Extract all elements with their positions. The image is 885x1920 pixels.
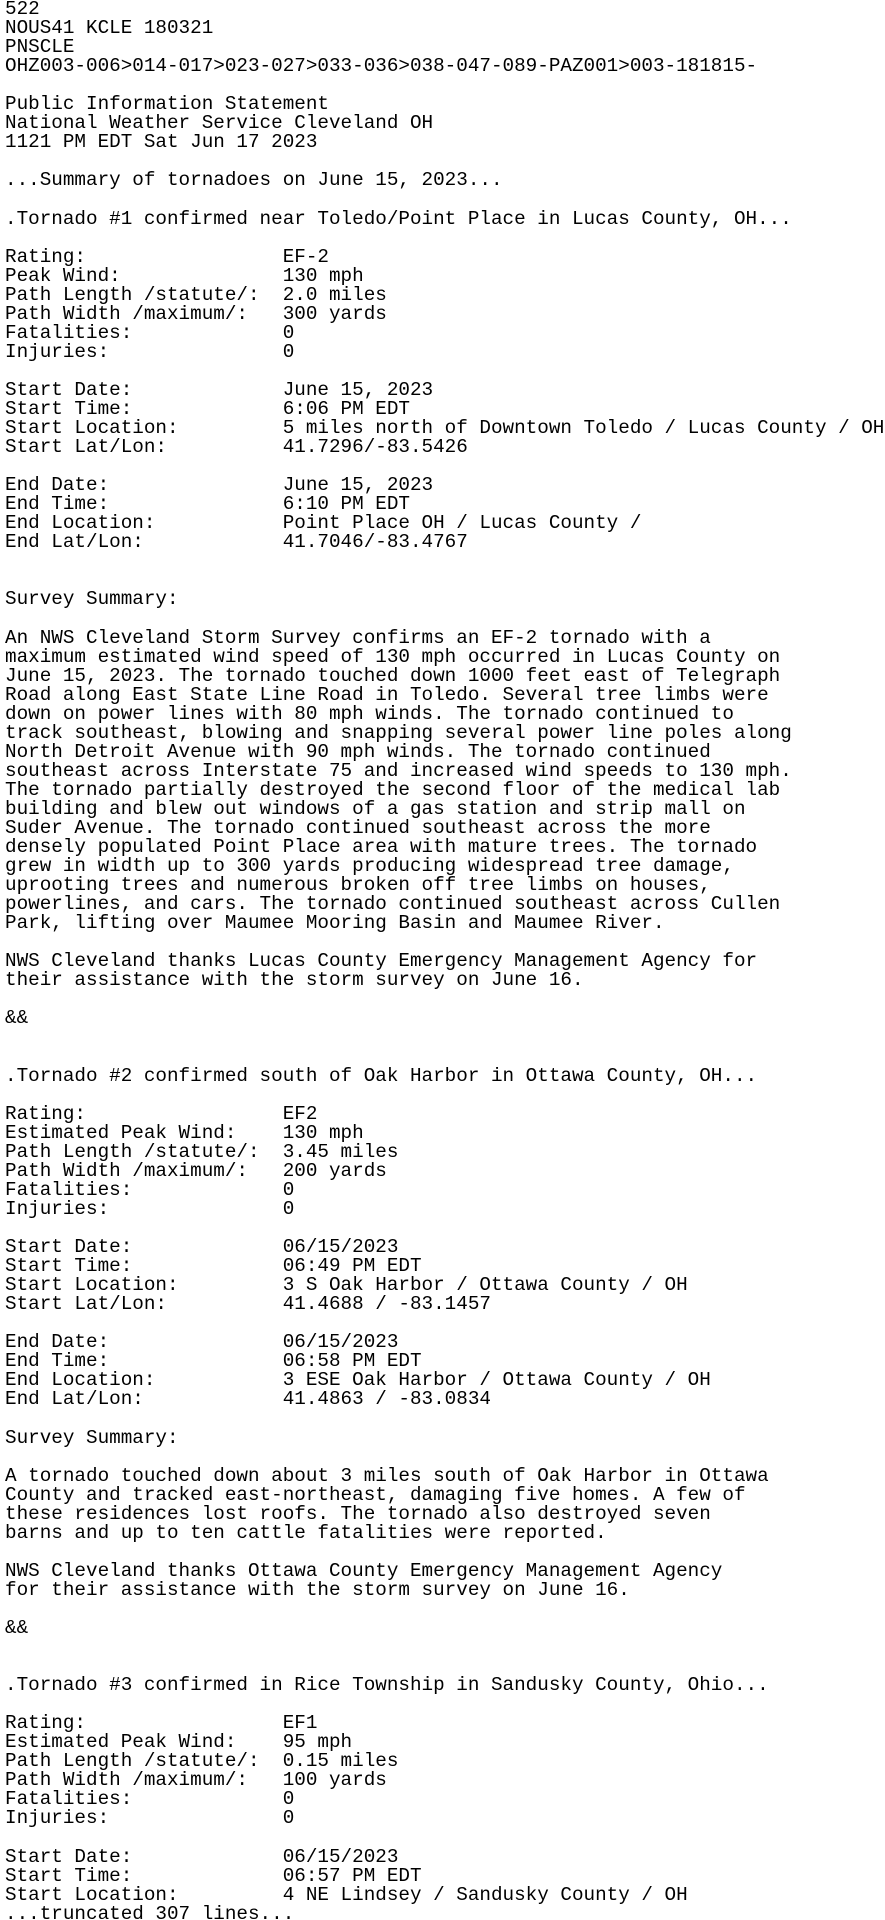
truncation-note: ...truncated 307 lines... <box>5 1902 295 1920</box>
public-information-statement-text: 522 NOUS41 KCLE 180321 PNSCLE OHZ003-006>014-017>023-027>033-036>038-047-089-PAZ001>003-181815- Public Information Statement National Weather Service Cleveland OH 1121 PM EDT Sat Jun 17 2023 ...Summary of tornadoes on June 15, 2023... .Tornado #1 confirmed near Toledo/Point Place in Lucas County, OH... Rating: EF-2 Peak Wind: 130 mph Path Length /statute/: 2.0 miles Path Width /maximum/: 300 yards Fatalities: 0 Injuries: 0 Start Date: June 15, 2023 Start Time: 6:06 PM EDT Start Location: 5 miles north of Downtown Toledo / Lucas County / OH Start Lat/Lon: 41.7296/-83.5426 End Date: June 15, 2023 End Time: 6:10 PM EDT End Location: Point Place OH / Lucas County / End Lat/Lon: 41.7046/-83.4767 Survey Summary: An NWS Cleveland Storm Survey confirms an EF-2 tornado with a maximum estimated wind speed of 130 mph occurred in Lucas County on June 15, 2023. The tornado touched down 1000 feet east of Telegraph Road along East State Line Road in Toledo. Several tree limbs were down on power lines with 80 mph winds. The tornado continued to track southeast, blowing and snapping several power line poles along North Detroit Avenue with 90 mph winds. The tornado continued southeast across Interstate 75 and increased wind speeds to 130 mph. The tornado partially destroyed the second floor of the medical lab building and blew out windows of a gas station and strip mall on Suder Avenue. The tornado continued southeast across the more densely populated Point Place area with mature trees. The tornado grew in width up to 300 yards producing widespread tree damage, uprooting trees and numerous broken off tree limbs on houses, powerlines, and cars. The tornado continued southeast across Cullen Park, lifting over Maumee Mooring Basin and Maumee River. NWS Cleveland thanks Lucas County Emergency Management Agency for their assistance with the storm survey on June 16. && .Tornado #2 confirmed south of Oak Harbor in Ottawa County, OH... Rating: EF2 Estimated Peak Wind: 130 mph Path Length /statute/: 3.45 miles Path Width /maximum/: 200 yards Fatalities: 0 Injuries: 0 Start Date: 06/15/2023 Start Time: 06:49 PM EDT Start Location: 3 S Oak Harbor / Ottawa County / OH Start Lat/Lon: 41.4688 / -83.1457 End Date: 06/15/2023 End Time: 06:58 PM EDT End Location: 3 ESE Oak Harbor / Ottawa County / OH End Lat/Lon: 41.4863 / -83.0834 Survey Summary: A tornado touched down about 3 miles south of Oak Harbor in Ottawa County and tracked east-northeast, damaging five homes. A few of these residences lost roofs. The tornado also destroyed seven barns and up to ten cattle fatalities were reported. NWS Cleveland thanks Ottawa County Emergency Management Agency for their assistance with the storm survey on June 16. && .Tornado #3 confirmed in Rice Township in Sandusky County, Ohio... Rating: EF1 Estimated Peak Wind: 95 mph Path Length /statute/: 0.15 miles Path Width /maximum/: 100 yards Fatalities: 0 Injuries: 0 Start Date: 06/15/2023 Start Time: 06:57 PM EDT Start Location: 4 NE Lindsey / Sandusky County / OH <box>5 0 885 1906</box>
